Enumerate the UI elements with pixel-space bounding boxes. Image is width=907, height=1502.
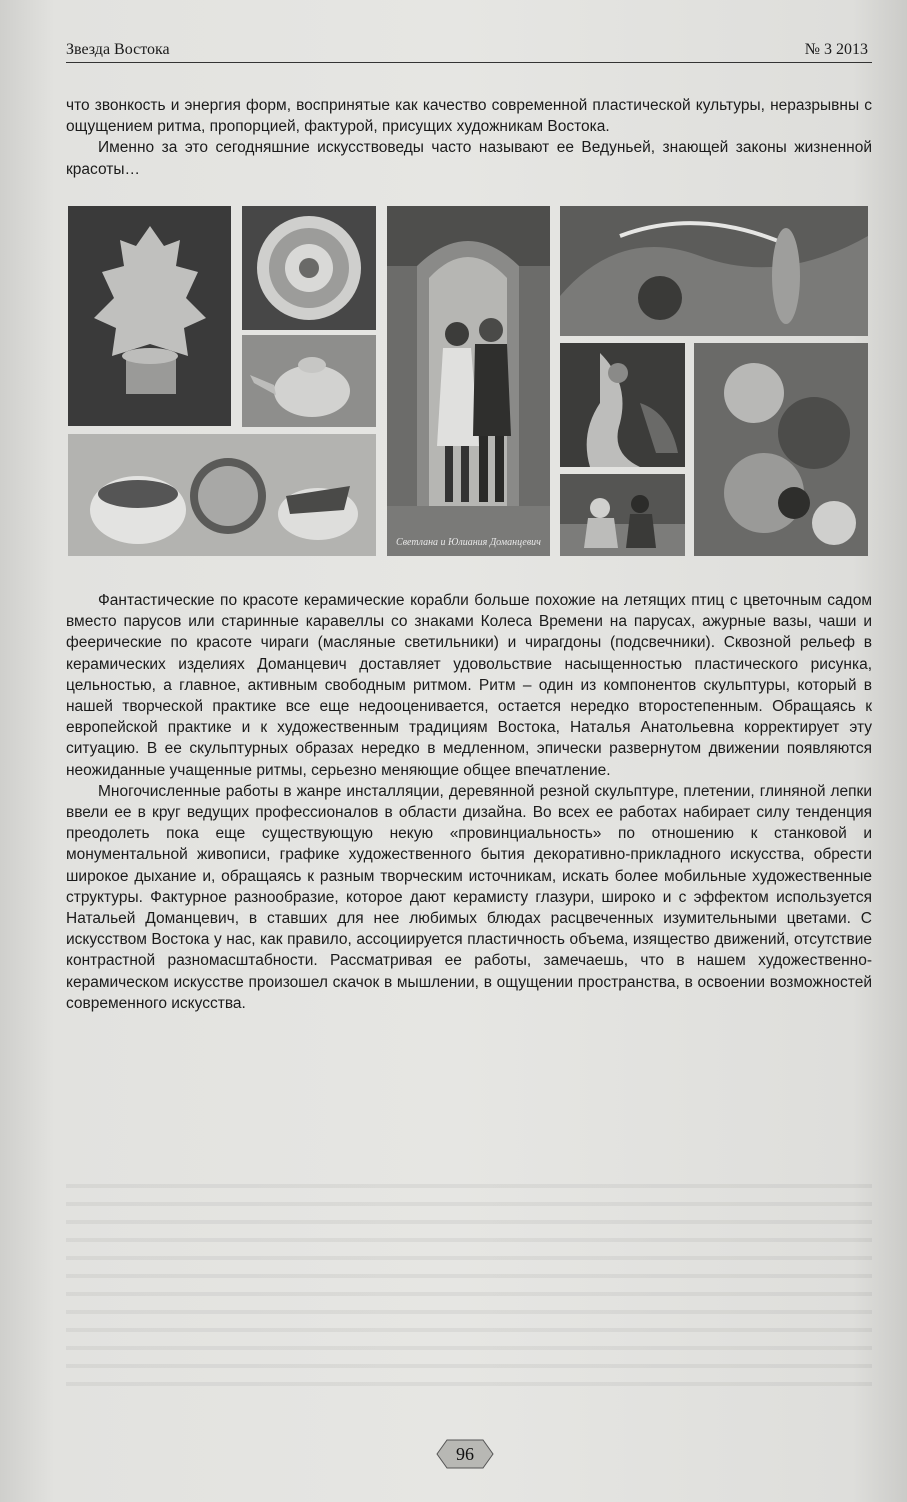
intro-paragraph-2: Именно за это сегодняшние искусствоведы часто называют ее Ведуньей, знающей законы жизненной красоты… xyxy=(66,139,872,178)
painting-birds-photo xyxy=(560,206,868,336)
artist-portrait-photo xyxy=(387,206,550,556)
painting-scene-photo xyxy=(560,474,685,556)
page-number-badge xyxy=(433,1436,497,1472)
ornamental-dish-photo xyxy=(242,206,376,330)
ceramic-bowls-photo xyxy=(68,434,376,556)
intro-paragraph-1: что звонкость и энергия форм, воспринятые как качество современной пластической культуры, неразрывны с ощущением ритма, пропорцией, фактурой, присущих художникам Востока. xyxy=(66,97,872,136)
ceramic-lamp-photo xyxy=(68,206,231,426)
journal-title: Звезда Востока xyxy=(66,41,170,58)
issue-number: № 3 2013 xyxy=(804,41,868,58)
body-paragraph-2: Многочисленные работы в жанре инсталляции, деревянной резной скульптуре, плетении, глиняной лепки ввели ее в круг ведущих профессионалов в области дизайна. Во всех ее работах набирает силу тенденция преодолеть пока еще существующую некую «провинциальность» по отношению к станковой и монументальной живописи, графике художественного бытия декоративно-прикладного искусства, обрести широкое дыхание и, обращаясь к разным творческим источникам, искать более мобильные художественные структуры. Фактурное разнообразие, которое дают керамисту глазури, широко и с эффектом используется Натальей Доманцевич, в ставших для нее любимых блюдах расцвеченных изумительными цветами. С искусством Востока у нас, как правило, ассоциируется пластичность объема, изящество движений, отсутствие контрастной разномасштабности. Рассматривая ее работы, замечаешь, что в нашем художественно-керамическом искусстве произошел скачок в мышлении, в ощущении пространства, в освоении возможностей современного искусства. xyxy=(66,782,872,1012)
painting-figure-photo xyxy=(560,343,685,467)
show-through-text xyxy=(66,1170,872,1400)
page-number: 96 xyxy=(456,1444,474,1464)
body-text xyxy=(66,590,872,1014)
ceramic-teapot-photo xyxy=(242,335,376,427)
body-paragraph-1: Фантастические по красоте керамические корабли больше похожие на летящих птиц с цветочным садом вместо парусов или старинные каравеллы со знаками Колеса Времени на парусах, ажурные вазы, чаши и феерические по красоте чираги (масляные светильники) и чирагдоны (подсвечники). Сквозной рельеф в керамических изделиях Доманцевич доставляет удовольствие насыщенностью пластического рисунка, цельностью, а главное, активным свободным ритмом. Ритм – один из компонентов скульптуры, который в нашей творческой практике все еще недооценивается, остается нередко второстепенным. Обращаясь к европейской практике и к художественным традициям Востока, Наталья Анатольевна корректирует эту ситуацию. В ее скульптурных образах нередко в медленном, эпически развернутом движении появляются неожиданные учащенные ритмы, серьезно меняющие общее впечатление. xyxy=(66,592,872,779)
painting-ornament-photo xyxy=(694,343,868,556)
intro-text xyxy=(66,95,872,180)
photo-caption: Светлана и Юлиания Доманцевич xyxy=(396,537,541,548)
running-header xyxy=(66,40,872,63)
